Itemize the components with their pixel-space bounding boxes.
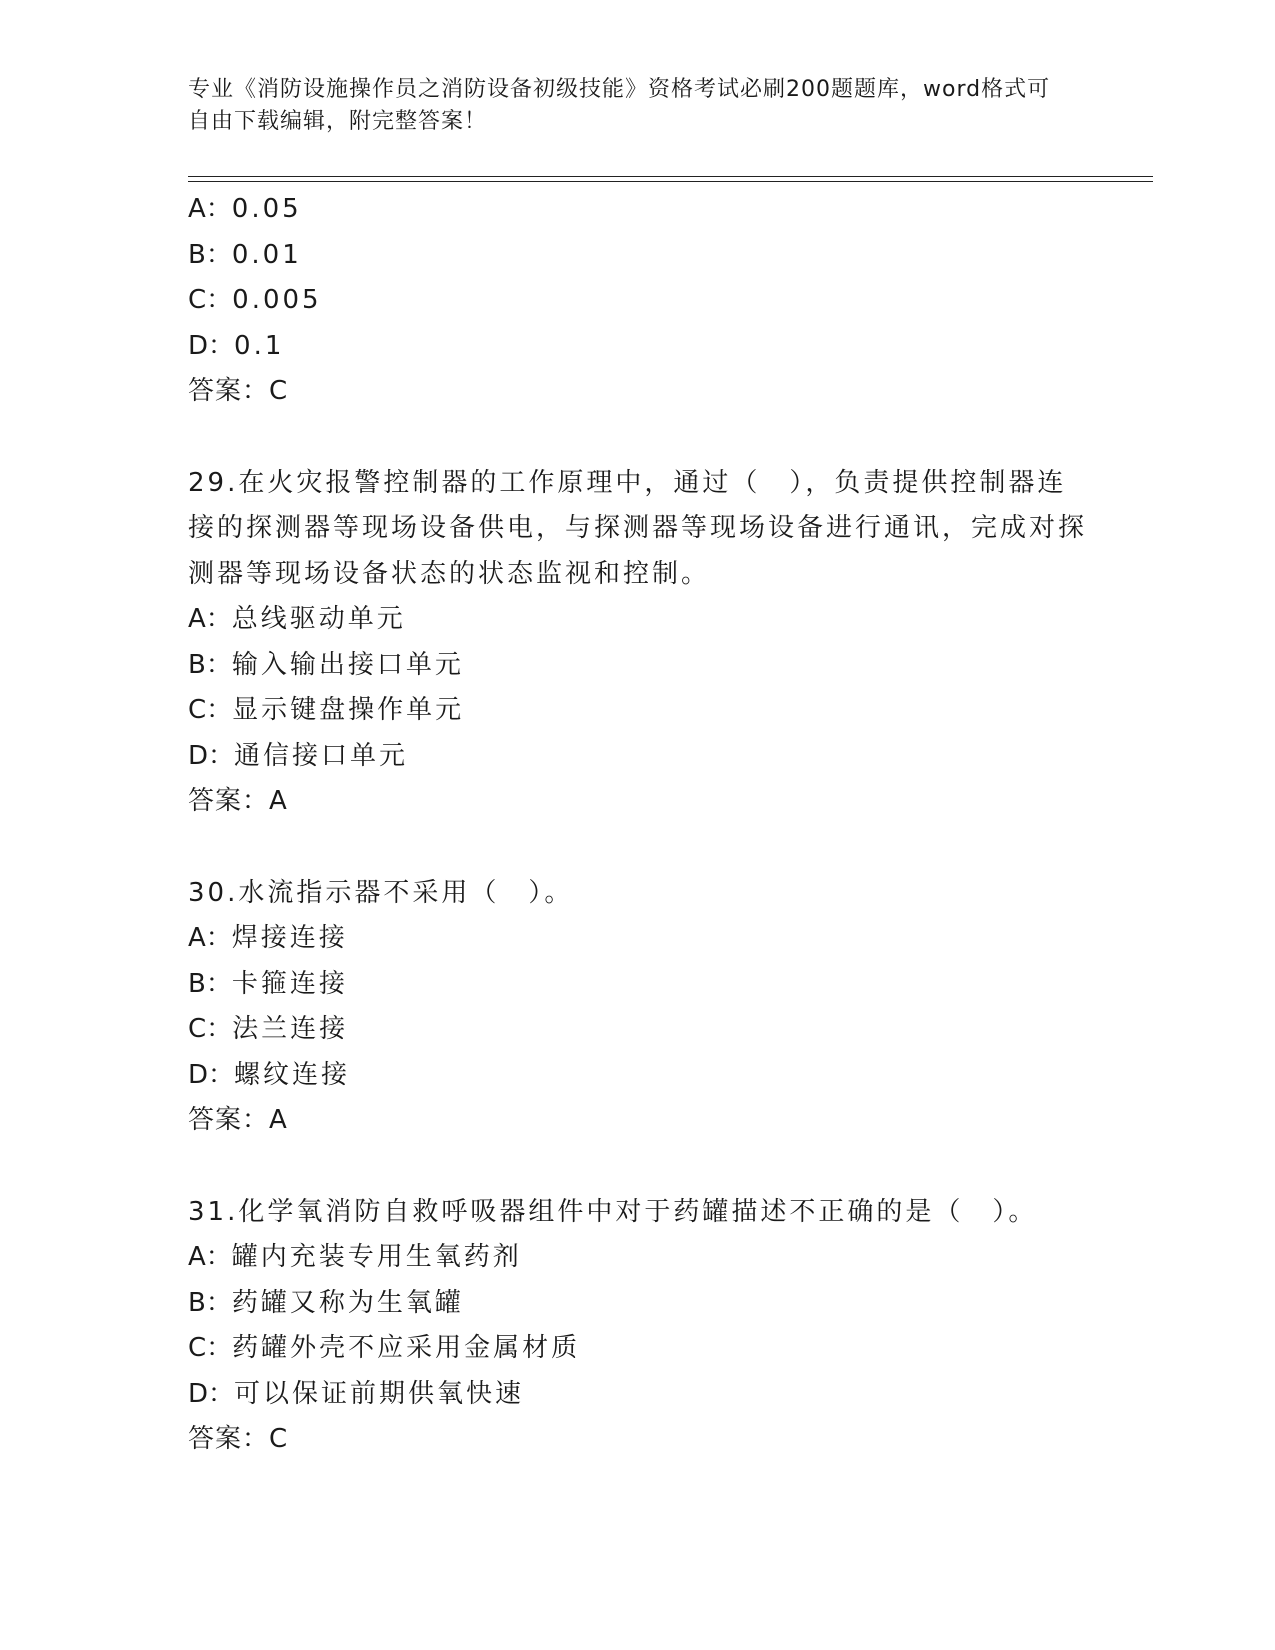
- option-a: [188, 597, 1088, 643]
- header-divider-top: [188, 176, 1153, 177]
- option-a: [188, 1235, 1088, 1281]
- option-letter: D：: [188, 330, 235, 361]
- header-divider-bottom: [188, 181, 1153, 182]
- option-text: 螺纹连接: [234, 1059, 351, 1090]
- option-d: [188, 734, 1088, 780]
- option-letter: A：: [188, 194, 232, 224]
- option-text: 通信接口单元: [234, 740, 409, 771]
- option-b: [188, 962, 1088, 1008]
- option-letter: B：: [188, 649, 232, 680]
- option-d: [188, 1372, 1088, 1418]
- option-letter: D：: [188, 740, 235, 771]
- option-text: 卡箍连接: [231, 968, 348, 999]
- option-letter: A：: [188, 923, 232, 953]
- spacer: [188, 1144, 1088, 1190]
- option-c: [188, 278, 1088, 324]
- option-text: 输入输出接口单元: [231, 649, 464, 680]
- option-c: [188, 688, 1088, 734]
- option-d: [188, 324, 1088, 370]
- option-letter: D：: [188, 1378, 235, 1409]
- option-text: 0.005: [232, 285, 322, 315]
- question-31: [188, 1190, 1088, 1463]
- option-letter: C：: [188, 285, 233, 315]
- option-text: 法兰连接: [232, 1014, 349, 1044]
- answer-line: 答案：A: [188, 1105, 288, 1135]
- option-text: 显示键盘操作单元: [232, 695, 465, 725]
- document-header: [188, 74, 1068, 138]
- option-letter: C：: [188, 1014, 233, 1044]
- option-letter: C：: [188, 695, 233, 725]
- option-text: 0.1: [234, 330, 285, 361]
- spacer: [188, 415, 1088, 461]
- option-text: 0.01: [231, 239, 302, 270]
- option-a: [188, 916, 1088, 962]
- option-letter: D：: [188, 1059, 235, 1090]
- option-text: 0.05: [231, 194, 302, 224]
- option-text: 可以保证前期供氧快速: [234, 1378, 525, 1409]
- option-text: 药罐外壳不应采用金属材质: [232, 1333, 581, 1363]
- question-30: [188, 871, 1088, 1144]
- question-28: [188, 187, 1088, 415]
- answer-line: 答案：C: [188, 1424, 289, 1454]
- spacer: [188, 825, 1088, 871]
- option-text: 总线驱动单元: [231, 604, 406, 634]
- question-stem: 29.在火灾报警控制器的工作原理中，通过（ ），负责提供控制器连接的探测器等现场设备供电，与探测器等现场设备进行通讯，完成对探测器等现场设备状态的状态监视和控制。: [188, 467, 1088, 589]
- question-stem: 30.水流指示器不采用（ ）。: [188, 877, 574, 908]
- option-b: [188, 1281, 1088, 1327]
- option-c: [188, 1326, 1088, 1372]
- option-letter: B：: [188, 968, 232, 999]
- header-text: 专业《消防设施操作员之消防设备初级技能》资格考试必刷200题题库，word格式可自由下载编辑，附完整答案！: [188, 77, 1051, 134]
- option-text: 药罐又称为生氧罐: [231, 1287, 464, 1318]
- option-letter: B：: [188, 1287, 232, 1318]
- option-letter: A：: [188, 1242, 232, 1272]
- option-c: [188, 1007, 1088, 1053]
- question-list: [188, 187, 1088, 1463]
- option-text: 罐内充装专用生氧药剂: [231, 1242, 522, 1272]
- answer-line: 答案：C: [188, 376, 289, 406]
- answer-line: 答案：A: [188, 786, 288, 816]
- option-b: [188, 643, 1088, 689]
- question-29: [188, 461, 1088, 825]
- option-text: 焊接连接: [231, 923, 348, 953]
- option-letter: C：: [188, 1333, 233, 1363]
- option-letter: B：: [188, 239, 232, 270]
- option-a: [188, 187, 1088, 233]
- option-d: [188, 1053, 1088, 1099]
- option-letter: A：: [188, 604, 232, 634]
- question-stem: 31.化学氧消防自救呼吸器组件中对于药罐描述不正确的是（ ）。: [188, 1196, 1038, 1227]
- option-b: [188, 233, 1088, 279]
